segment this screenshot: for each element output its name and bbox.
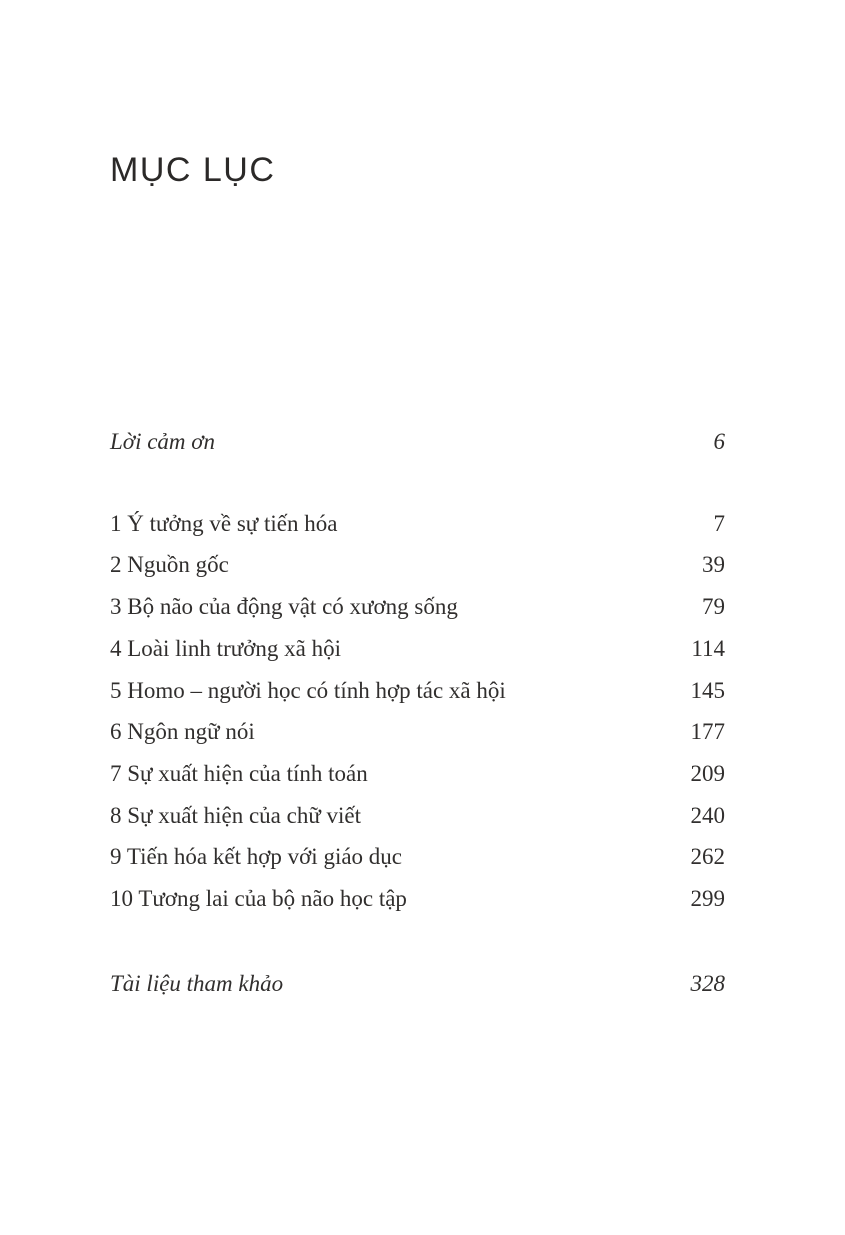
toc-entry-page-number: 299	[690, 886, 725, 912]
toc-entry-label: 1 Ý tưởng về sự tiến hóa	[110, 510, 338, 536]
toc-entry-page-number: 328	[690, 970, 725, 996]
toc-entry-chapter-5	[110, 670, 725, 712]
toc-list	[110, 421, 725, 1004]
toc-entry-page-number: 177	[690, 719, 725, 745]
toc-entry-chapter-10	[110, 878, 725, 920]
toc-entry-label: 9 Tiến hóa kết hợp với giáo dục	[110, 844, 403, 870]
toc-entry-label: Lời cảm ơn	[110, 429, 216, 454]
toc-entry-page-number: 7	[713, 510, 725, 536]
toc-entry-chapter-7	[110, 753, 725, 795]
toc-entry-page-number: 145	[690, 677, 725, 703]
toc-entry-label: Tài liệu tham khảo	[110, 970, 284, 996]
toc-entry-references	[110, 963, 725, 1005]
toc-entry-label: 4 Loài linh trưởng xã hội	[110, 635, 341, 661]
toc-entry-page-number: 39	[702, 552, 725, 578]
toc-entry-acknowledgements	[110, 421, 725, 463]
toc-entry-label: 8 Sự xuất hiện của chữ viết	[110, 802, 362, 828]
toc-entry-label: 7 Sự xuất hiện của tính toán	[110, 760, 368, 786]
toc-entry-chapter-6	[110, 711, 725, 753]
toc-entry-chapter-8	[110, 795, 725, 837]
toc-entry-chapter-4	[110, 628, 725, 670]
toc-entry-page-number: 209	[690, 760, 725, 786]
toc-entry-label: 2 Nguồn gốc	[110, 552, 229, 578]
toc-entry-page-number: 6	[713, 429, 725, 454]
page-title: MỤC LỤC	[110, 151, 276, 189]
toc-entry-page-number: 240	[690, 802, 725, 828]
toc-entry-label: 6 Ngôn ngữ nói	[110, 719, 255, 745]
toc-entry-chapter-1	[110, 503, 725, 545]
toc-entry-page-number: 79	[702, 594, 725, 620]
toc-entry-label: 5 Homo – người học có tính hợp tác xã hội	[110, 677, 506, 703]
toc-entry-chapter-3	[110, 586, 725, 628]
toc-entry-page-number: 114	[691, 635, 725, 661]
toc-entry-chapter-2	[110, 544, 725, 586]
toc-entry-chapter-9	[110, 836, 725, 878]
toc-entry-label: 3 Bộ não của động vật có xương sống	[110, 594, 458, 620]
toc-entry-label: 10 Tương lai của bộ não học tập	[110, 886, 407, 912]
toc-entry-page-number: 262	[690, 844, 725, 870]
